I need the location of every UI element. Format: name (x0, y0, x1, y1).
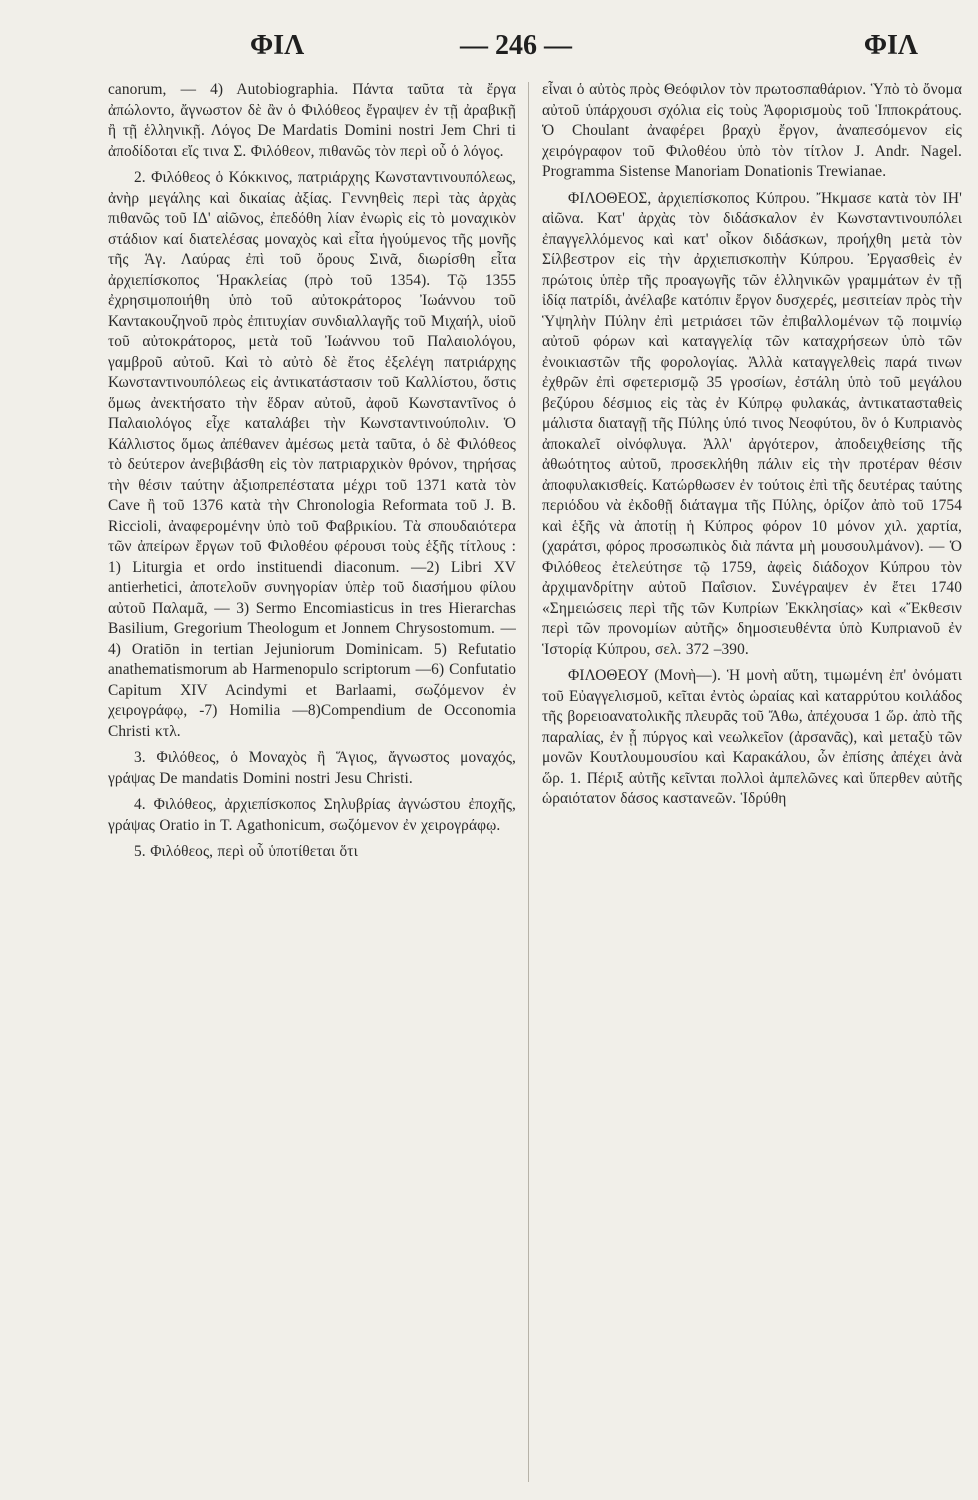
left-paragraph-2: 2. Φιλόθεος ὁ Κόκκινος, πατριάρχης Κωνσταντινουπόλεως, ἀνὴρ μεγάλης καὶ δικαίας ἀξίας. Γεννηθεὶς περὶ τὰς ἀρχὰς πιθανῶς τοῦ ΙΔ' αἰῶνος, ἐπεδόθη λίαν ἐνωρὶς εἰς τὸ μοναχικὸν στάδιον καί διατελέσας μοναχὸς καὶ εἶτα ἡγούμενος τῆς μονῆς τῆς Ἁγ. Λαύρας ἐπὶ τοῦ ὄρους Σινᾶ, διωρίσθη εἶτα ἀρχιεπίσκοπος Ἡρακλείας (πρὸ τοῦ 1354). Τῷ 1355 ἐχρησιμοποιήθη ὑπὸ τοῦ αὐτοκράτορος Ἰωάννου τοῦ Καντακουζηνοῦ πρὸς ἐπιτυχίαν συνδιαλλαγῆς τοῦ Μιχαήλ, υἱοῦ τοῦ αὐτοκράτορος, μετὰ τοῦ Ἰωάννου τοῦ Παλαιολόγου, γαμβροῦ αὐτοῦ. Καὶ τὸ αὐτὸ δὲ ἔτος ἐξελέγη πατριάρχης Κωνσταντινουπόλεως εἰς ἀντικατάστασιν τοῦ Καλλίστου, ὅστις ὅμως ἀνεκτήσατο τὴν ἕδραν αὐτοῦ, ἀφοῦ Κωνσταντῖνος ὁ Παλαιολόγος εἶχε καταλάβει τὴν Κωνσταντινούπολιν. Ὁ Κάλλιστος ὅμως ἀπέθανεν ἀμέσως μετὰ ταῦτα, ὁ δὲ Φιλόθεος τὸ δεύτερον ἀνεβιβάσθη εἰς τὸν πατριαρχικὸν θρόνον, τηρήσας τὴν θέσιν ταύτην ἀξιοπρεπέστατα μέχρι τοῦ 1371 κατὰ τὸν Cave ἢ τοῦ 1376 κατὰ τὴν Chronologia Reformata τοῦ J. B. Riccioli, ἀναφερομένην ὑπὸ τοῦ Φαβρικίου. Τὰ σπουδαιότερα τῶν ἀπείρων ἔργων τοῦ Φιλοθέου φέρουσι τοὺς ἑξῆς τίτλους : 1) Liturgia et ordo instituendi diaconum. —2) Libri XV antierheticі, ἀποτελοῦν συνηγορίαν ὑπὲρ τοῦ διασήμου φίλου αὐτοῦ Παλαμᾶ, — 3) Sermo Encomiasticus in tres Hierarchas Basilium, Gregorium Theologum et Jonnem Chrysostomum. —4) Oratiōn in tertian Jejuniorum Dominicam. 5) Refutatio anathematismorum ab Harmenopulo scriptorum —6) Confutatio Capitum XIV Acindymi et Barlaami, σωζόμενον ἐν χειρογράφῳ, -7) Homilia —8)Compendium de Occonomia Christi κτλ. (108, 169, 516, 740)
header-right-word: ΦΙΛ (863, 30, 918, 61)
page-number: — 246 — (460, 30, 572, 61)
left-paragraph-3: 3. Φιλόθεος, ὁ Μοναχὸς ἢ Ἅγιος, ἄγνωστος μοναχός, γράψας De mandatis Domini nostri Jesu Christi. (108, 749, 516, 787)
right-paragraph-2: ΦΙΛΟΘΕΟΣ, ἀρχιεπίσκοπος Κύπρου. Ἤκμασε κατὰ τὸν ΙΗ' αἰῶνα. Κατ' ἀρχὰς τὸν διδάσκαλον ἐν Κωνσταντινουπόλει ἐπαγγελλόμενος καὶ κατ' οἶκον διδάσκων, προήχθη μετὰ τὸν Σίλβεστρον εἰς τὴν ἀρχιεπισκοπὴν Κύπρου. Ἐργασθεὶς ἐν πρώτοις ὑπὲρ τῆς προαγωγῆς τῶν ἑλληνικῶν γραμμάτων ἐν τῇ ἰδίᾳ πατρίδι, ἀνέλαβε κατόπιν ἔργον δυσχερές, μεσιτείαν πρὸς τὴν Ὑψηλὴν Πύλην ἐπὶ μετριάσει τῶν ἐπιβαλλομένων τῷ ποιμνίῳ αὐτοῦ φόρων καὶ καταγγελίᾳ τῶν καταχρήσεων ὑπὸ τῶν ἐνοικιαστῶν τῆς φορολογίας. Ἀλλὰ καταγγελθεὶς παρά τινων ἐχθρῶν ἐπὶ σφετερισμῷ 35 γροσίων, ἐστάλη ὑπὸ τοῦ μεγάλου βεζύρου δέσμιος εἰς τὰς ἐν Κύπρῳ φυλακάς, ἀντικατασταθεὶς μάλιστα διαταγῇ τῆς Πύλης ὑπό τινος Νεοφύτου, ὃν ὁ Κυπριανὸς ἀποκαλεῖ οἰνόφλυγα. Ἀλλ' ἀργότερον, ἀποδειχθείσης τῆς ἀθωότητος αὐτοῦ, προσεκλήθη πάλιν εἰς τὴν προτέραν θέσιν ἀποφυλακισθείς. Κατώρθωσεν ἐν τούτοις ἐπὶ τῆς δευτέρας ταύτης περιόδου νὰ ἐκδοθῇ διάταγμα τῆς Πύλης, ὁρίζον ἀπὸ τοῦ 1754 καὶ ἑξῆς νὰ ἀποτίῃ ἡ Κύπρος φόρον 10 μόνον χιλ. χαρτία, (χαράτσι, φόρος προσωπικὸς διὰ πάντα μὴ μουσουλμάνον). — Ὁ Φιλόθεος ἐτελεύτησε τῷ 1759, ἀφεὶς διάδοχον Κύπρου τὸν ἀρχιμανδρίτην αὐτοῦ Παΐσιον. Συνέγραψεν ἐν ἔτει 1740 «Σημειώσεις περὶ τῆς τῶν Κυπρίων Ἐκκλησίας» καὶ «Ἔκθεσιν περὶ τῶν προνομίων αὐτῆς» δημοσιευθέντα ὑπὸ Κυπριανοῦ ἐν Ἱστορίᾳ Κύπρου, σελ. 372 –390. (542, 189, 962, 658)
column-divider (528, 82, 529, 1482)
left-paragraph-5: 5. Φιλόθεος, περὶ οὗ ὑποτίθεται ὅτι (134, 843, 358, 860)
header-left-word: ΦΙΛ (250, 30, 305, 61)
left-paragraph-4: 4. Φιλόθεος, ἀρχιεπίσκοπος Σηλυβρίας ἀγνώστου ἐποχῆς, γράψας Oratio in T. Agathonicum, σωζόμενον ἐν χειρογράφῳ. (108, 796, 516, 834)
page-header (110, 30, 918, 70)
right-paragraph-1: εἶναι ὁ αὐτὸς πρὸς Θεόφιλον τὸν πρωτοσπαθάριον. Ὑπὸ τὸ ὄνομα αὐτοῦ ὑπάρχουσι σχόλια εἰς τοὺς Ἀφορισμοὺς τοῦ Ἱπποκράτους. Ὁ Choulant ἀναφέρει βραχὺ ἔργον, ἀναπεσόμενον εἰς χειρόγραφον τοῦ Φιλοθέου ὑπὸ τὸν τίτλον J. Andr. Nagel. Programma Sistense Manoriam Donationis Trewianae. (542, 81, 962, 180)
right-column (542, 80, 962, 816)
right-paragraph-3: ΦΙΛΟΘΕΟΥ (Μονὴ—). Ἡ μονὴ αὕτη, τιμωμένη ἐπ' ὀνόματι τοῦ Εὐαγγελισμοῦ, κεῖται ἐντὸς ὡραίας καὶ καταρρύτου κοιλάδος τῆς βορειοανατολικῆς πλευρᾶς τοῦ Ἄθω, ἀπέχουσα 1 ὥρ. ἀπὸ τῆς παραλίας, ἐν ᾗ πύργος καὶ νεωλκεῖον (ἀρσανᾶς), καὶ μεταξὺ τῶν μονῶν Κουτλουμουσίου καὶ Καρακάλου, ὧν ἐπίσης ἀπέχει ἀνὰ ὥρ. 1. Πέριξ αὐτῆς κεῖνται πολλοὶ ἀμπελῶνες καὶ ὕπερθεν αὐτῆς ὡραιότατον δάσος καστανεῶν. Ἱδρύθη (542, 667, 962, 807)
left-column (108, 80, 516, 869)
left-paragraph-1: canorum, — 4) Autobiographia. Πάντα ταῦτα τὰ ἔργα ἀπώλοντο, ἄγνωστον δὲ ἂν ὁ Φιλόθεος ἔγραψεν ἐν τῇ ἀραβικῇ ἢ τῇ ἑλληνικῇ. Λόγος De Mardatis Domini nostri Jem Chri ti ἀποδίδοται εἴς τινα Σ. Φιλόθεον, πιθανῶς τὸν περὶ οὗ ὁ λόγος. (108, 81, 516, 160)
